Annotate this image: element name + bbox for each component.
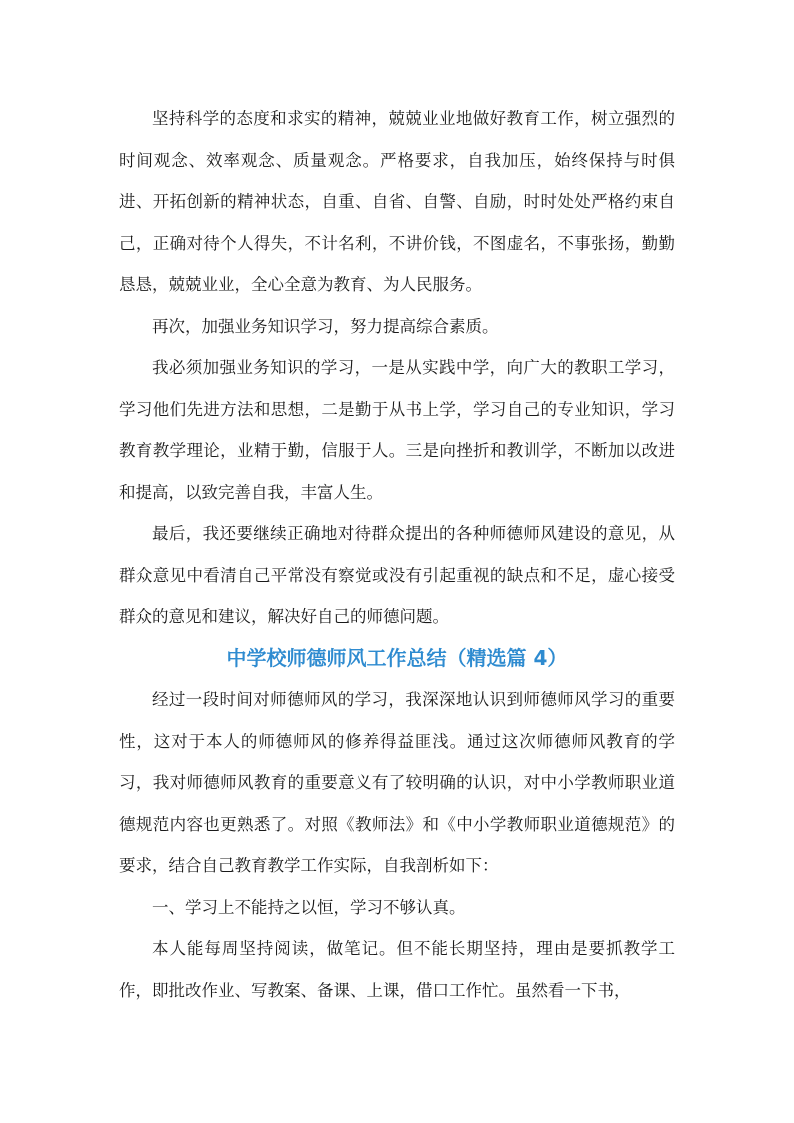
- paragraph-finally: 最后，我还要继续正确地对待群众提出的各种师德师风建设的意见，从群众意见中看清自己平常没有察觉或没有引起重视的缺点和不足，虚心接受群众的意见和建议，解决好自己的师德问题。: [119, 524, 675, 626]
- paragraph-introduction: 经过一段时间对师德师风的学习，我深深地认识到师德师风学习的重要性，这对于本人的师德师风的修养得益匪浅。通过这次师德师风教育的学习，我对师德师风教育的重要意义有了较明确的认识，对中小学教师职业道德规范内容也更熟悉了。对照《教师法》和《中小学教师职业道德规范》的要求，结合自己教育教学工作实际，自我剖析如下：: [119, 690, 675, 875]
- paragraph-business-study: 我必须加强业务知识的学习，一是从实践中学，向广大的教职工学习，学习他们先进方法和思想，二是勤于从书上学，学习自己的专业知识，学习教育教学理论，业精于勤，信服于人。三是向挫折和教训学，不断加以改进和提高，以致完善自我，丰富人生。: [119, 358, 675, 502]
- paragraph-point-one: 一、学习上不能持之以恒，学习不够认真。: [152, 897, 466, 917]
- paragraph-reading-habit: 本人能每周坚持阅读，做笔记。但不能长期坚持，理由是要抓教学工作，即批改作业、写教案、备课、上课，借口工作忙。虽然看一下书，: [119, 939, 675, 1000]
- paragraph-next-point: 再次，加强业务知识学习，努力提高综合素质。: [152, 316, 499, 336]
- document-body: [119, 98, 675, 1011]
- paragraph-attitude: 坚持科学的态度和求实的精神，兢兢业业地做好教育工作，树立强烈的时间观念、效率观念、质量观念。严格要求，自我加压，始终保持与时俱进、开拓创新的精神状态，自重、自省、自警、自励，时时处处严格约束自己，正确对待个人得失，不计名利，不讲价钱，不图虚名，不事张扬，勤勤恳恳，兢兢业业，全心全意为教育、为人民服务。: [119, 109, 675, 294]
- section-title: 中学校师德师风工作总结（精选篇 4）: [226, 645, 568, 670]
